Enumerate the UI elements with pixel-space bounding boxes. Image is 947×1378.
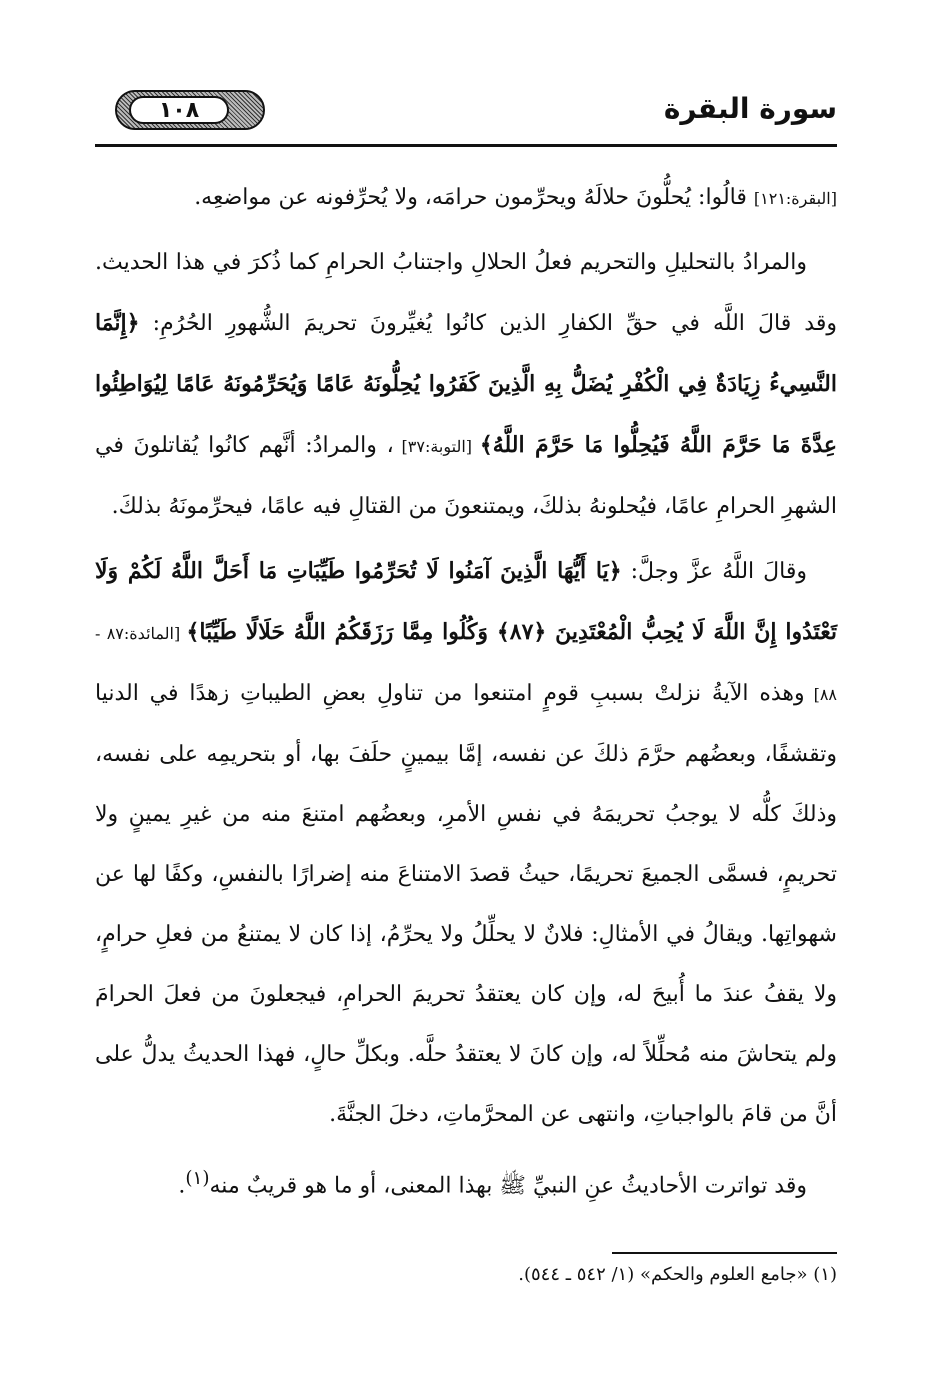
- paragraph-text: وقالَ اللَّهُ عزَّ وجلَّ:: [621, 559, 807, 584]
- paragraph-1: [95, 168, 837, 229]
- header-divider: [95, 144, 837, 147]
- quran-reference: [المائدة:٨٧ - ٨٨]: [95, 624, 837, 704]
- paragraph-text: والمرادُ بالتحليلِ والتحريم فعلُ الحلالِ واجتنابُ الحرامِ كما ذُكرَ في هذا الحديث. وقد قالَ اللَّه في حقِّ الكفارِ الذين كانُوا يُغيِّرونَ تحريمَ الشُّهورِ الحُرُمِ:: [95, 250, 837, 336]
- page-number: ١٠٨: [129, 96, 229, 124]
- paragraph-4: [95, 1149, 837, 1216]
- paragraph-end: .: [178, 1173, 186, 1199]
- quran-verse: ﴿يَا أَيُّهَا الَّذِينَ آمَنُوا لَا تُحَرِّمُوا طَيِّبَاتِ مَا أَحَلَّ اللَّهُ لَكُمْ وَلَا تَعْتَدُوا إِنَّ اللَّهَ لَا يُحِبُّ الْمُعْتَدِينَ ﴿٨٧﴾ وَكُلُوا مِمَّا رَزَقَكُمُ اللَّهُ حَلَالًا طَيِّبًا﴾: [95, 558, 837, 645]
- paragraph-3: [95, 541, 837, 1145]
- footnote-divider: [612, 1252, 837, 1254]
- quran-reference: [البقرة:١٢١]: [753, 189, 837, 208]
- page-number-badge: [115, 90, 265, 130]
- quran-reference: [التوبة:٣٧]: [393, 437, 480, 456]
- paragraph-text: ، والمرادُ: أنَّهم كانُوا يُقاتلونَ في الشهرِ الحرامِ عامًا، فيُحلونهُ بذلكَ، ويمتنعونَ من القتالِ فيه عامًا، فيحرِّمونَهُ بذلكَ.: [95, 433, 837, 519]
- main-text: [95, 168, 837, 1216]
- paragraph-text: وهذه الآيةُ نزلتْ بسببِ قومٍ امتنعوا من تناولِ بعضِ الطيباتِ زهدًا في الدنيا وتقشفًا، وبعضُهم حرَّمَ ذلكَ عن نفسه، إمَّا بيمينٍ حلَفَ بها، أو بتحريمِه على نفسه، وذلكَ كلُّه لا يوجبُ تحريمَهُ في نفسِ الأمرِ، وبعضُهم امتنعَ منه من غيرِ يمينٍ ولا تحريمٍ، فسمَّى الجميعَ تحريمًا، حيثُ قصدَ الامتناعَ منه إضرارًا بالنفسِ، وكفًا لها عن شهواتِها. ويقالُ في الأمثالِ: فلانٌ لا يحلِّلُ ولا يحرِّمُ، إذا كان لا يمتنعُ من فعلِ حرامٍ، ولا يقفُ عندَ ما أُبيحَ له، وإن كان يعتقدُ تحريمَ الحرامِ، فيجعلونَ من فعلَ الحرامَ ولم يتحاشَ منه مُحلِّلاً له، وإن كانَ لا يعتقدُ حلَّه. وبكلِّ حالٍ، فهذا الحديثُ يدلُّ على أنَّ من قامَ بالواجباتِ، وانتهى عن المحرَّماتِ، دخلَ الجنَّةَ.: [95, 681, 837, 1127]
- footnote: (١) «جامع العلوم والحكم» (١/ ٥٤٢ ـ ٥٤٤).: [518, 1264, 837, 1285]
- paragraph-2: [95, 233, 837, 537]
- footnote-marker: (١): [185, 1168, 210, 1189]
- page-header: [95, 78, 837, 150]
- quran-verse: ﴿إِنَّمَا النَّسِيءُ زِيَادَةٌ فِي الْكُفْرِ يُضَلُّ بِهِ الَّذِينَ كَفَرُوا يُحِلُّونَهُ عَامًا وَيُحَرِّمُونَهُ عَامًا لِيُوَاطِئُوا عِدَّةَ مَا حَرَّمَ اللَّهُ فَيُحِلُّوا مَا حَرَّمَ اللَّهُ﴾: [95, 310, 838, 458]
- paragraph-text: قالُوا: يُحلُّونَ حلالَهُ ويحرِّمون حرامَه، ولا يُحرِّفونه عن مواضعِه.: [194, 185, 754, 210]
- paragraph-text: وقد تواترت الأحاديثُ عنِ النبيِّ ﷺ بهذا المعنى، أو ما هو قريبٌ منه: [209, 1173, 807, 1199]
- surah-title: سورة البقرة: [663, 92, 837, 125]
